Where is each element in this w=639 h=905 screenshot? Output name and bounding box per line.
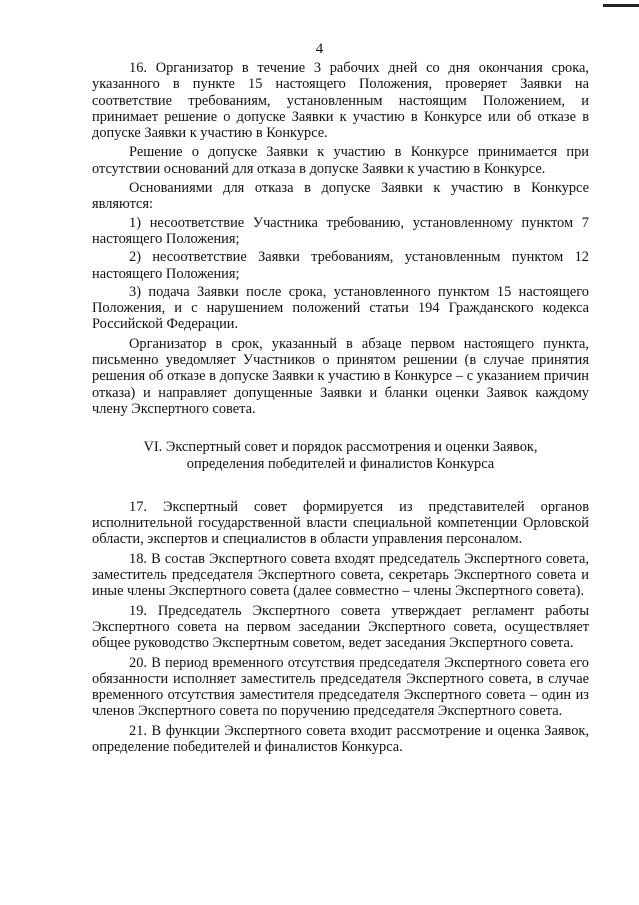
section-heading-vi <box>92 439 589 473</box>
paragraph-16-refusal-grounds: Основаниями для отказа в допуске Заявки к участию в Конкурсе являются: <box>92 180 589 213</box>
list-item-1: 1) несоответствие Участника требованию, установленному пунктом 7 настоящего Положения; <box>92 214 589 247</box>
paragraph-19: 19. Председатель Экспертного совета утверждает регламент работы Экспертного совета на первом заседании Экспертного совета, осуществляет общее руководство Экспертным советом, ведет заседания Экспертного совета. <box>92 602 589 652</box>
paragraph-16-admission-decision: Решение о допуске Заявки к участию в Конкурсе принимается при отсутствии оснований для отказа в допуске Заявки к участию в Конкурсе. <box>92 144 589 177</box>
page-number: 4 <box>315 41 324 57</box>
paragraph-18: 18. В состав Экспертного совета входят председатель Экспертного совета, заместитель председателя Экспертного совета, секретарь Экспертного совета и иные члены Экспертного совета (далее совместно – члены Экспертного совета). <box>92 550 589 600</box>
paragraph-21: 21. В функции Экспертного совета входит рассмотрение и оценка Заявок, определение победителей и финалистов Конкурса. <box>92 722 589 755</box>
paragraph-17: 17. Экспертный совет формируется из представителей органов исполнительной государственной власти специальной компетенции Орловской области, экспертов и специалистов в области управления персоналом. <box>92 498 589 548</box>
paragraph-16-notification: Организатор в срок, указанный в абзаце первом настоящего пункта, письменно уведомляет Участников о принятом решении (в случае принятия решения об отказе в допуске Заявки к участию в Конкурсе – с указанием причин отказа) и направляет допущенные Заявки и бланки оценки Заявок каждому члену Экспертного совета. <box>92 335 589 417</box>
section-heading-line-2: определения победителей и финалистов Конкурса <box>186 456 495 473</box>
section-heading-line-1: VI. Экспертный совет и порядок рассмотрения и оценки Заявок, <box>143 439 538 456</box>
list-item-2: 2) несоответствие Заявки требованиям, установленным пунктом 12 настоящего Положения; <box>92 249 589 282</box>
list-item-3: 3) подача Заявки после срока, установленного пунктом 15 настоящего Положения, и с нарушением положений статьи 194 Гражданского кодекса Российской Федерации. <box>92 283 589 333</box>
paragraph-16: 16. Организатор в течение 3 рабочих дней со дня окончания срока, указанного в пункте 15 настоящего Положения, проверяет Заявки на соответствие требованиям, установленным настоящим Положением, и принимает решение о допуске Заявки к участию в Конкурсе или об отказе в допуске Заявки к участию в Конкурсе. <box>92 60 589 142</box>
corner-scan-mark <box>603 4 639 7</box>
document-body <box>92 60 589 755</box>
paragraph-20: 20. В период временного отсутствия председателя Экспертного совета его обязанности исполняет заместитель председателя Экспертного совета, в случае временного отсутствия заместителя председателя Экспертного совета – один из членов Экспертного совета по поручению председателя Экспертного совета. <box>92 654 589 720</box>
